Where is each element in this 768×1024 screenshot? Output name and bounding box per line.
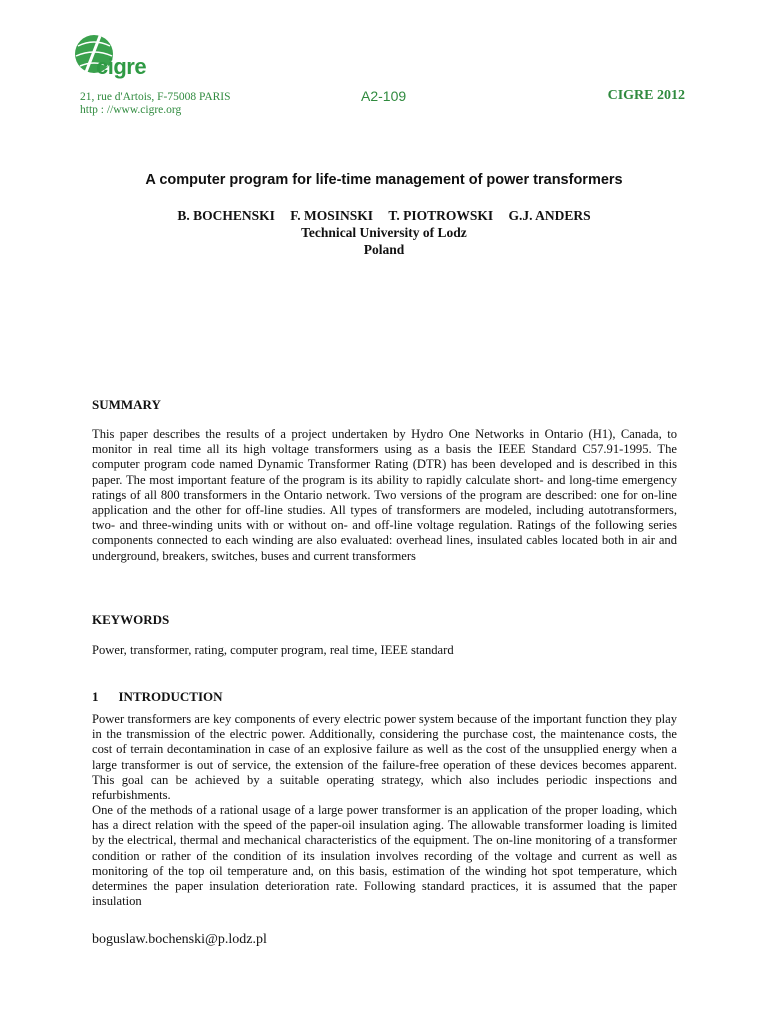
- author-name: G.J. ANDERS: [508, 208, 591, 223]
- website-link[interactable]: http : //www.cigre.org: [80, 104, 182, 116]
- address-block: [80, 91, 231, 117]
- intro-paragraph-1: Power transformers are key components of every electric power system because of the important function they play in the transmission of the electric power. Additionally, considering the purchase cost, the maintenance costs, the cost of terrain decontamination in case of an explosive failure as well as the cost of the unsupplied energy when a large transformer is out of service, the extension of the failure-free operation of these devices becomes apparent. This goal can be achieved by a suitable operating strategy, which also includes periodic inspections and refurbishments.: [92, 712, 677, 803]
- author-email[interactable]: boguslaw.bochenski@p.lodz.pl: [92, 932, 267, 947]
- summary-text: This paper describes the results of a project undertaken by Hydro One Networks in Ontario (H1), Canada, to monitor in real time all its high voltage transformers using as a basis the IEEE Standard C57.91-1995. The computer program code named Dynamic Transformer Rating (DTR) has been developed and is described in this paper. The most important feature of the program is its ability to rapidly calculate short- and long-time emergency ratings of all 800 transformers in the Ontario network. Two versions of the program are described: one for on-line application and the other for off-line studies. All types of transformers are modeled, including autotransformers, two- and three-winding units with or without on- and off-line voltage regulation. Ratings of the following series components connected to each winding are also evaluated: overhead lines, insulated cables located both in air and underground, breakers, switches, buses and current transformers: [92, 427, 677, 563]
- address-line: 21, rue d'Artois, F-75008 PARIS: [80, 91, 231, 103]
- author-name: B. BOCHENSKI: [177, 208, 275, 223]
- country: Poland: [363, 242, 405, 257]
- keywords-text: Power, transformer, rating, computer program, real time, IEEE standard: [92, 643, 454, 657]
- introduction-heading: [92, 689, 223, 705]
- author-name: F. MOSINSKI: [290, 208, 373, 223]
- cigre-logo: [72, 32, 164, 92]
- section-title: INTRODUCTION: [118, 689, 223, 704]
- affiliation: Technical University of Lodz: [301, 225, 467, 240]
- intro-paragraph-2: One of the methods of a rational usage of a large power transformer is an application of the proper loading, which has a direct relation with the speed of the paper-oil insulation aging. The allowable transformer loading is limited by the electrical, thermal and mechanical characteristics of the equipment. The on-line monitoring of a transformer condition or rather of the condition of its insulation involves recording of the voltage and current as well as monitoring of the top oil temperature and, on this basis, estimation of the winding hot spot temperature, which determines the paper insulation deterioration rate. Following standard practices, it is assumed that the paper insulation: [92, 803, 677, 909]
- author-list: [0, 207, 768, 224]
- paper-code: A2-109: [361, 88, 407, 104]
- conference-label: CIGRE 2012: [607, 88, 685, 103]
- keywords-heading: KEYWORDS: [92, 612, 170, 627]
- summary-heading: SUMMARY: [92, 397, 161, 412]
- section-number: 1: [92, 689, 99, 704]
- author-name: T. PIOTROWSKI: [388, 208, 494, 223]
- logo-wordmark: cigre: [96, 54, 147, 79]
- author-block: [0, 207, 768, 258]
- paper-title: A computer program for life-time management of power transformers: [145, 172, 623, 188]
